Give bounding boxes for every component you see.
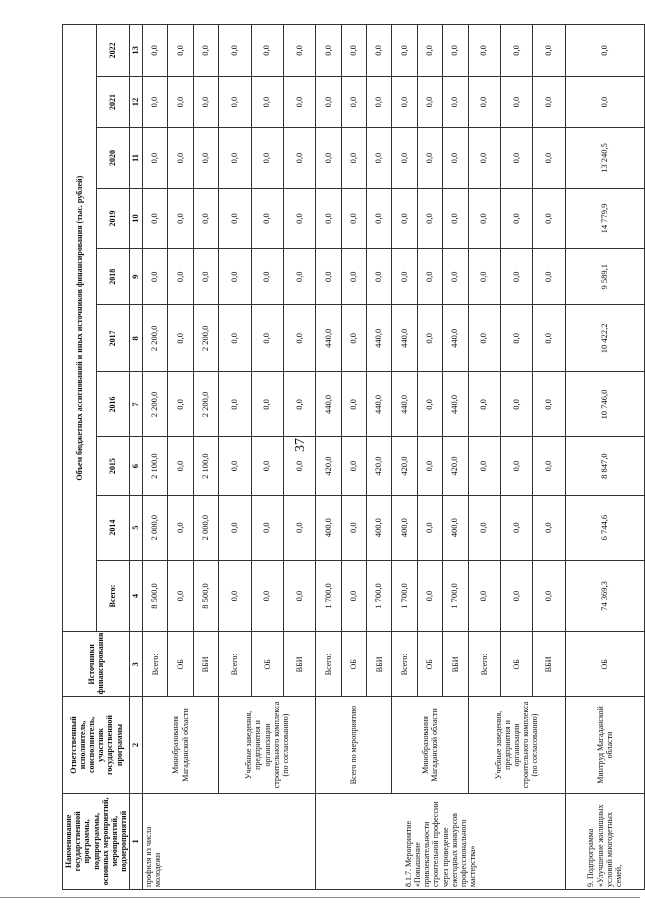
year-value-cell: 0,0 (193, 128, 218, 188)
year-value-cell: 0,0 (193, 25, 218, 77)
year-value-cell: 0,0 (468, 305, 500, 372)
source-cell: ОБ (251, 632, 283, 697)
responsible-cell: Минобразования Магаданской области (143, 697, 219, 793)
year-value-cell: 0,0 (283, 25, 315, 77)
source-cell: Всего: (219, 632, 251, 697)
source-cell: ОБ (500, 632, 532, 697)
year-value-cell: 0,0 (468, 249, 500, 305)
table-row (219, 25, 251, 890)
year-value-cell: 440,0 (367, 305, 392, 372)
responsible-cell: Минтруд Магаданской области (565, 697, 644, 793)
year-value-cell: 0,0 (143, 188, 168, 248)
year-value-cell: 0,0 (500, 495, 532, 560)
year-value-cell: 0,0 (565, 25, 644, 77)
year-value-cell: 14 779,9 (565, 188, 644, 248)
year-value-cell: 0,0 (392, 76, 417, 128)
total-value-cell: 0,0 (219, 560, 251, 632)
year-value-cell: 0,0 (500, 249, 532, 305)
program-name-cell: 9. Подпрограмма «Улучшение жилищных условий многодетных семей, (565, 793, 644, 889)
year-value-cell: 0,0 (283, 495, 315, 560)
column-number-row (130, 25, 143, 890)
year-value-cell: 8 847,0 (565, 437, 644, 495)
year-value-cell: 0,0 (219, 188, 251, 248)
year-value-cell: 0,0 (417, 76, 442, 128)
header-row-top (63, 25, 97, 890)
header-year: 2022 (96, 25, 130, 77)
year-value-cell: 0,0 (533, 305, 565, 372)
year-value-cell: 0,0 (392, 25, 417, 77)
total-value-cell: 0,0 (417, 560, 442, 632)
year-value-cell: 0,0 (500, 188, 532, 248)
total-value-cell: 8 500,0 (193, 560, 218, 632)
year-value-cell: 0,0 (168, 305, 193, 372)
header-year: 2014 (96, 495, 130, 560)
year-value-cell: 0,0 (392, 249, 417, 305)
total-value-cell: 1 700,0 (316, 560, 341, 632)
year-value-cell: 0,0 (443, 188, 468, 248)
year-value-cell: 0,0 (500, 25, 532, 77)
year-value-cell: 0,0 (341, 25, 366, 77)
year-value-cell: 0,0 (367, 76, 392, 128)
year-value-cell: 0,0 (251, 249, 283, 305)
year-value-cell: 0,0 (341, 495, 366, 560)
year-value-cell: 420,0 (367, 437, 392, 495)
total-value-cell: 0,0 (168, 560, 193, 632)
responsible-cell: Учебные заведения, предприятия и организации строительного комплекса (по согласованию) (468, 697, 565, 793)
year-value-cell: 0,0 (341, 249, 366, 305)
source-cell: Всего: (468, 632, 500, 697)
year-value-cell: 0,0 (341, 128, 366, 188)
year-value-cell: 0,0 (468, 372, 500, 437)
column-number: 2 (130, 697, 143, 793)
total-value-cell: 8 500,0 (143, 560, 168, 632)
year-value-cell: 0,0 (417, 305, 442, 372)
total-value-cell: 0,0 (341, 560, 366, 632)
year-value-cell: 440,0 (443, 372, 468, 437)
year-value-cell: 0,0 (500, 372, 532, 437)
year-value-cell: 440,0 (392, 305, 417, 372)
year-value-cell: 0,0 (443, 249, 468, 305)
year-value-cell: 0,0 (168, 76, 193, 128)
year-value-cell: 10 746,0 (565, 372, 644, 437)
total-value-cell: 0,0 (283, 560, 315, 632)
year-value-cell: 0,0 (143, 25, 168, 77)
year-value-cell: 0,0 (219, 372, 251, 437)
column-number: 6 (130, 437, 143, 495)
year-value-cell: 0,0 (193, 249, 218, 305)
rotated-table-container (62, 24, 624, 890)
year-value-cell: 0,0 (168, 128, 193, 188)
year-value-cell: 6 744,6 (565, 495, 644, 560)
year-value-cell: 0,0 (417, 495, 442, 560)
header-total: Всего: (96, 560, 130, 632)
year-value-cell: 10 422,2 (565, 305, 644, 372)
total-value-cell: 0,0 (533, 560, 565, 632)
year-value-cell: 0,0 (367, 188, 392, 248)
year-value-cell: 0,0 (468, 76, 500, 128)
header-source: Источники финансирования (63, 632, 130, 697)
column-number: 12 (130, 76, 143, 128)
source-cell: ВБИ (533, 632, 565, 697)
year-value-cell: 0,0 (443, 25, 468, 77)
year-value-cell: 0,0 (219, 305, 251, 372)
year-value-cell: 400,0 (316, 495, 341, 560)
year-value-cell: 0,0 (417, 25, 442, 77)
year-value-cell: 0,0 (417, 372, 442, 437)
column-number: 3 (130, 632, 143, 697)
year-value-cell: 0,0 (251, 76, 283, 128)
year-value-cell: 0,0 (168, 372, 193, 437)
year-value-cell: 400,0 (392, 495, 417, 560)
year-value-cell: 2 200,0 (143, 372, 168, 437)
year-value-cell: 0,0 (533, 372, 565, 437)
year-value-cell: 420,0 (443, 437, 468, 495)
year-value-cell: 0,0 (219, 249, 251, 305)
header-year: 2017 (96, 305, 130, 372)
year-value-cell: 0,0 (316, 249, 341, 305)
year-value-cell: 0,0 (193, 76, 218, 128)
year-value-cell: 2 100,0 (193, 437, 218, 495)
year-value-cell: 0,0 (341, 76, 366, 128)
year-value-cell: 440,0 (316, 372, 341, 437)
header-responsible: Ответственный исполнитель, соисполнитель, участник государственной программы (63, 697, 130, 793)
year-value-cell: 0,0 (533, 437, 565, 495)
source-cell: ВБИ (283, 632, 315, 697)
year-value-cell: 0,0 (500, 437, 532, 495)
budget-table (62, 24, 645, 890)
year-value-cell: 0,0 (341, 437, 366, 495)
header-year: 2018 (96, 249, 130, 305)
table-row (468, 25, 500, 890)
year-value-cell: 0,0 (219, 128, 251, 188)
header-year: 2015 (96, 437, 130, 495)
year-value-cell: 0,0 (168, 249, 193, 305)
year-value-cell: 0,0 (168, 188, 193, 248)
responsible-cell: Минобразования Магаданской области (392, 697, 468, 793)
header-year: 2020 (96, 128, 130, 188)
year-value-cell: 2 100,0 (143, 437, 168, 495)
column-number: 7 (130, 372, 143, 437)
year-value-cell: 0,0 (417, 249, 442, 305)
year-value-cell: 0,0 (468, 128, 500, 188)
year-value-cell: 0,0 (500, 305, 532, 372)
year-value-cell: 0,0 (219, 25, 251, 77)
responsible-cell: Учебные заведения, предприятия и организации строительного комплекса (по согласованию) (219, 697, 316, 793)
column-number: 13 (130, 25, 143, 77)
year-value-cell: 0,0 (283, 188, 315, 248)
year-value-cell: 440,0 (367, 372, 392, 437)
year-value-cell: 0,0 (341, 305, 366, 372)
year-value-cell: 0,0 (316, 128, 341, 188)
year-value-cell: 0,0 (533, 76, 565, 128)
year-value-cell: 400,0 (443, 495, 468, 560)
year-value-cell: 0,0 (316, 25, 341, 77)
year-value-cell: 0,0 (143, 249, 168, 305)
year-value-cell: 0,0 (219, 76, 251, 128)
year-value-cell: 0,0 (468, 437, 500, 495)
total-value-cell: 0,0 (500, 560, 532, 632)
year-value-cell: 0,0 (468, 25, 500, 77)
column-number: 5 (130, 495, 143, 560)
total-value-cell: 1 700,0 (443, 560, 468, 632)
year-value-cell: 0,0 (367, 25, 392, 77)
year-value-cell: 0,0 (468, 188, 500, 248)
year-value-cell: 0,0 (533, 25, 565, 77)
column-number: 1 (130, 793, 143, 889)
header-year: 2019 (96, 188, 130, 248)
page-number: 37 (293, 438, 308, 452)
year-value-cell: 0,0 (392, 128, 417, 188)
year-value-cell: 0,0 (193, 188, 218, 248)
year-value-cell: 0,0 (283, 249, 315, 305)
year-value-cell: 0,0 (367, 249, 392, 305)
source-cell: ВБИ (367, 632, 392, 697)
year-value-cell: 0,0 (500, 128, 532, 188)
year-value-cell: 440,0 (443, 305, 468, 372)
year-value-cell: 0,0 (283, 372, 315, 437)
program-name-cell: 8.1.7. Мероприятие «Повышение привлекательности строительной профессии через проведение ежегодных конкурсов профессионального мастерства» (316, 793, 565, 889)
year-value-cell: 0,0 (143, 128, 168, 188)
year-value-cell: 0,0 (168, 25, 193, 77)
header-funding: Объем бюджетных ассигнований и иных источников финансирования (тыс. рублей) (63, 25, 97, 632)
year-value-cell: 0,0 (468, 495, 500, 560)
year-value-cell: 420,0 (316, 437, 341, 495)
year-value-cell: 2 200,0 (193, 305, 218, 372)
source-cell: Всего: (316, 632, 341, 697)
year-value-cell: 0,0 (417, 437, 442, 495)
year-value-cell: 0,0 (251, 372, 283, 437)
header-year: 2016 (96, 372, 130, 437)
year-value-cell: 0,0 (283, 305, 315, 372)
year-value-cell: 0,0 (443, 76, 468, 128)
header-name: Наименование государственной программы, подпрограммы, основных мероприятий, мероприятий, подмероприятий (63, 793, 130, 889)
year-value-cell: 0,0 (251, 495, 283, 560)
year-value-cell: 2 200,0 (143, 305, 168, 372)
year-value-cell: 0,0 (283, 76, 315, 128)
source-cell: Всего: (392, 632, 417, 697)
total-value-cell: 1 700,0 (392, 560, 417, 632)
year-value-cell: 0,0 (168, 437, 193, 495)
bottom-rule (0, 897, 640, 898)
year-value-cell: 0,0 (219, 437, 251, 495)
year-value-cell: 440,0 (316, 305, 341, 372)
year-value-cell: 0,0 (500, 76, 532, 128)
year-value-cell: 420,0 (392, 437, 417, 495)
table-row (316, 25, 341, 890)
source-cell: ОБ (341, 632, 366, 697)
year-value-cell: 400,0 (367, 495, 392, 560)
table-row (143, 25, 168, 890)
column-number: 10 (130, 188, 143, 248)
source-cell: Всего: (143, 632, 168, 697)
year-value-cell: 0,0 (251, 437, 283, 495)
total-value-cell: 74 369,3 (565, 560, 644, 632)
year-value-cell: 0,0 (533, 249, 565, 305)
year-value-cell: 0,0 (283, 128, 315, 188)
source-cell: ВБИ (443, 632, 468, 697)
year-value-cell: 0,0 (341, 372, 366, 437)
source-cell: ОБ (168, 632, 193, 697)
year-value-cell: 0,0 (251, 25, 283, 77)
responsible-cell: Всего по мероприятию (316, 697, 392, 793)
year-value-cell: 0,0 (316, 188, 341, 248)
total-value-cell: 0,0 (468, 560, 500, 632)
column-number: 11 (130, 128, 143, 188)
year-value-cell: 0,0 (341, 188, 366, 248)
source-cell: ОБ (565, 632, 644, 697)
total-value-cell: 1 700,0 (367, 560, 392, 632)
year-value-cell: 0,0 (392, 188, 417, 248)
year-value-cell: 2 000,0 (193, 495, 218, 560)
year-value-cell: 0,0 (533, 128, 565, 188)
year-value-cell: 0,0 (533, 188, 565, 248)
column-number: 9 (130, 249, 143, 305)
year-value-cell: 0,0 (251, 188, 283, 248)
year-value-cell: 2 200,0 (193, 372, 218, 437)
column-number: 8 (130, 305, 143, 372)
year-value-cell: 0,0 (417, 128, 442, 188)
year-value-cell: 0,0 (219, 495, 251, 560)
year-value-cell: 2 000,0 (143, 495, 168, 560)
program-name-cell: профиля из числа молодежи (143, 793, 316, 889)
table-row (565, 25, 644, 890)
table-viewport (62, 24, 624, 890)
year-value-cell: 0,0 (283, 437, 315, 495)
year-value-cell: 0,0 (316, 76, 341, 128)
year-value-cell: 0,0 (417, 188, 442, 248)
year-value-cell: 0,0 (168, 495, 193, 560)
year-value-cell: 0,0 (533, 495, 565, 560)
total-value-cell: 0,0 (251, 560, 283, 632)
year-value-cell: 440,0 (392, 372, 417, 437)
column-number: 4 (130, 560, 143, 632)
year-value-cell: 13 240,5 (565, 128, 644, 188)
table-row (392, 25, 417, 890)
source-cell: ВБИ (193, 632, 218, 697)
year-value-cell: 0,0 (367, 128, 392, 188)
year-value-cell: 9 589,1 (565, 249, 644, 305)
source-cell: ОБ (417, 632, 442, 697)
year-value-cell: 0,0 (251, 305, 283, 372)
table-body (143, 25, 645, 890)
year-value-cell: 0,0 (143, 76, 168, 128)
header-year: 2021 (96, 76, 130, 128)
year-value-cell: 0,0 (443, 128, 468, 188)
year-value-cell: 0,0 (565, 76, 644, 128)
year-value-cell: 0,0 (251, 128, 283, 188)
